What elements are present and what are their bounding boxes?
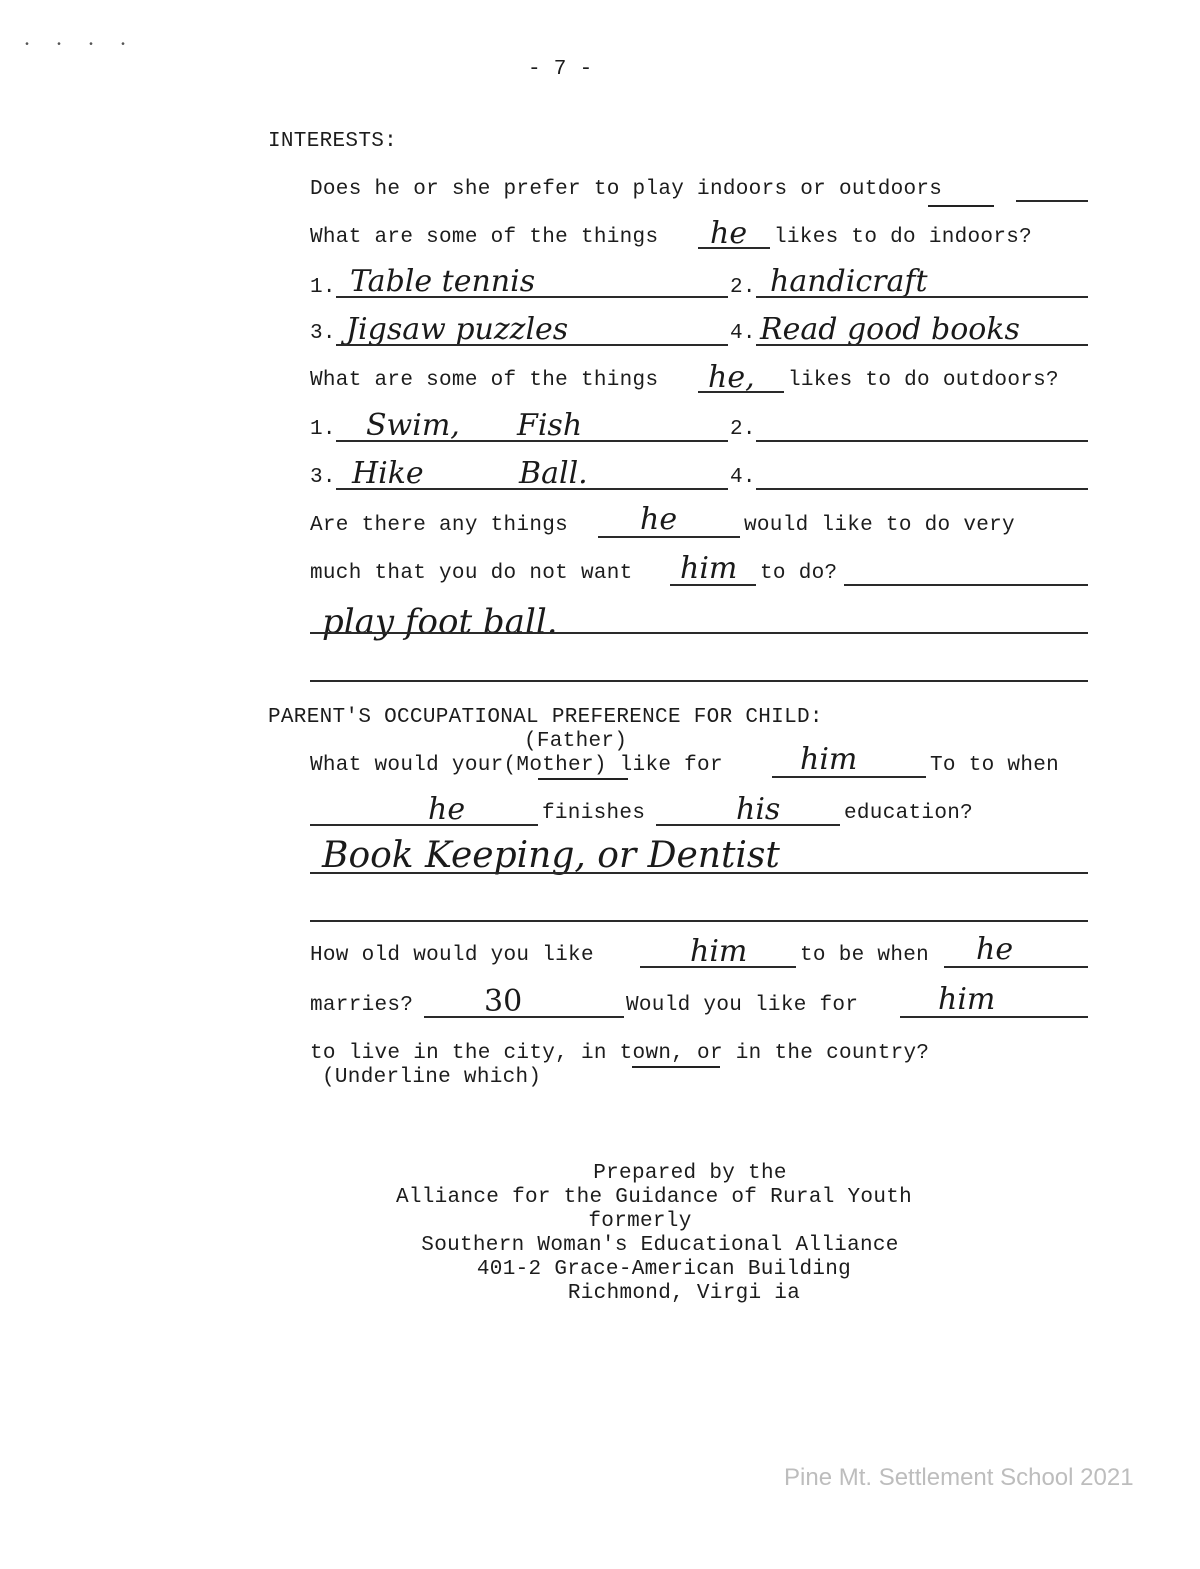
blank-line-occupation-pronoun3 — [656, 824, 840, 826]
answer-line-forbid-1 — [310, 632, 1088, 634]
handwritten-occupation-pronoun: him — [800, 742, 858, 777]
handwritten-forbid-pronoun2: him — [680, 551, 738, 586]
question-marriage-e: to live in the city, in town, or in the country? — [310, 1042, 930, 1065]
indoor-item-2-num: 2. — [730, 276, 756, 299]
indoor-item-4-line — [756, 344, 1088, 346]
watermark-text: Pine Mt. Settlement School 2021 — [784, 1464, 1134, 1491]
question-forbid-c: much that you do not want — [310, 562, 633, 585]
section-heading-occupation: PARENT'S OCCUPATIONAL PREFERENCE FOR CHILD: — [268, 706, 823, 729]
handwritten-forbid-pronoun: he — [640, 502, 678, 537]
handwritten-marriage-pronoun: him — [690, 934, 748, 969]
question-occupation-c: finishes — [542, 802, 646, 825]
answer-line-occupation-1 — [310, 872, 1088, 874]
indoor-item-4-num: 4. — [730, 322, 756, 345]
question-forbid-d: to do? — [760, 562, 838, 585]
paper-specks: • • • • — [24, 40, 137, 51]
indoor-item-3-line — [336, 344, 728, 346]
outdoor-item-4-line — [756, 488, 1088, 490]
footer-line-4: Southern Woman's Educational Alliance — [421, 1234, 899, 1257]
handwritten-occupation-pronoun2: he — [428, 792, 466, 827]
question-prefer-play: Does he or she prefer to play indoors or outdoors — [310, 178, 943, 201]
footer-line-1: Prepared by the — [593, 1162, 787, 1185]
underline-in-town — [632, 1066, 720, 1068]
blank-line-marriage-pronoun3 — [900, 1016, 1088, 1018]
blank-line-occupation-pronoun — [772, 776, 926, 778]
indoor-item-1-answer: Table tennis — [350, 264, 536, 299]
blank-line-forbid-pronoun2 — [670, 584, 756, 586]
outdoor-item-3-num: 3. — [310, 466, 336, 489]
handwritten-occupation-answer: Book Keeping, or Dentist — [322, 835, 780, 876]
footer-line-3: formerly — [588, 1210, 692, 1233]
handwritten-marriage-age: 30 — [484, 984, 523, 1019]
underline-outdoors — [928, 205, 994, 207]
question-occupation-b: To to when — [930, 754, 1060, 777]
question-forbid-b: would like to do very — [744, 514, 1015, 537]
question-marriage-b: to be when — [800, 944, 930, 967]
indoor-item-2-answer: handicraft — [770, 264, 928, 299]
question-occupation-a: What would your(Mother) like for — [310, 754, 723, 777]
blank-line-indoors-pronoun — [698, 247, 770, 249]
footer-line-5: 401-2 Grace-American Building — [476, 1258, 852, 1281]
outdoor-item-3-answer: Hike Ball. — [352, 456, 588, 491]
handwritten-occupation-pronoun3: his — [736, 792, 781, 827]
section-heading-interests: INTERESTS: — [268, 130, 398, 153]
question-marriage-note: (Underline which) — [322, 1066, 542, 1089]
indoor-item-1-num: 1. — [310, 276, 336, 299]
outdoor-item-2-num: 2. — [730, 418, 756, 441]
question-marriage-a: How old would you like — [310, 944, 594, 967]
indoor-item-1-line — [336, 296, 728, 298]
blank-line-marriage-age — [424, 1016, 624, 1018]
outdoor-item-1-answer: Swim, Fish — [366, 408, 583, 443]
father-label: (Father) — [524, 730, 628, 753]
blank-line-outdoors-pronoun — [698, 391, 784, 393]
blank-line-marriage-pronoun — [640, 966, 796, 968]
underline-mother — [538, 778, 628, 780]
footer-line-2: Alliance for the Guidance of Rural Youth — [395, 1186, 913, 1209]
handwritten-marriage-pronoun2: he — [976, 932, 1014, 967]
question-outdoors-a: What are some of the things — [310, 369, 659, 392]
question-marriage-d: Would you like for — [626, 994, 859, 1017]
question-indoors-b: likes to do indoors? — [774, 226, 1033, 249]
question-marriage-c: marries? — [310, 994, 414, 1017]
outdoor-item-1-num: 1. — [310, 418, 336, 441]
outdoor-item-2-line — [756, 440, 1088, 442]
blank-line-forbid-pronoun — [598, 536, 740, 538]
page-number: - 7 - — [528, 58, 593, 81]
outdoor-item-1-line — [336, 440, 728, 442]
indoor-item-4-answer: Read good books — [760, 312, 1020, 347]
outdoor-item-3-line — [336, 488, 728, 490]
blank-line-marriage-pronoun2 — [944, 966, 1088, 968]
footer-line-6: Richmond, Virgi ia — [567, 1282, 801, 1305]
indoor-item-2-line — [756, 296, 1088, 298]
question-indoors-a: What are some of the things — [310, 226, 659, 249]
handwritten-marriage-pronoun3: him — [938, 982, 996, 1017]
handwritten-outdoors-pronoun: he, — [708, 360, 755, 395]
question-outdoors-b: likes to do outdoors? — [788, 369, 1059, 392]
handwritten-forbid-answer: play foot ball. — [322, 602, 558, 642]
indoor-item-3-answer: Jigsaw puzzles — [346, 312, 569, 347]
outdoor-item-4-num: 4. — [730, 466, 756, 489]
handwritten-indoors-pronoun: he — [710, 216, 748, 251]
question-occupation-d: education? — [844, 802, 974, 825]
blank-line-forbid-tail — [844, 584, 1088, 586]
answer-line-occupation-2 — [310, 920, 1088, 922]
indoor-item-3-num: 3. — [310, 322, 336, 345]
blank-line-occupation-pronoun2 — [310, 824, 538, 826]
answer-line-forbid-2 — [310, 680, 1088, 682]
question-forbid-a: Are there any things — [310, 514, 569, 537]
blank-line-prefer — [1016, 200, 1088, 202]
